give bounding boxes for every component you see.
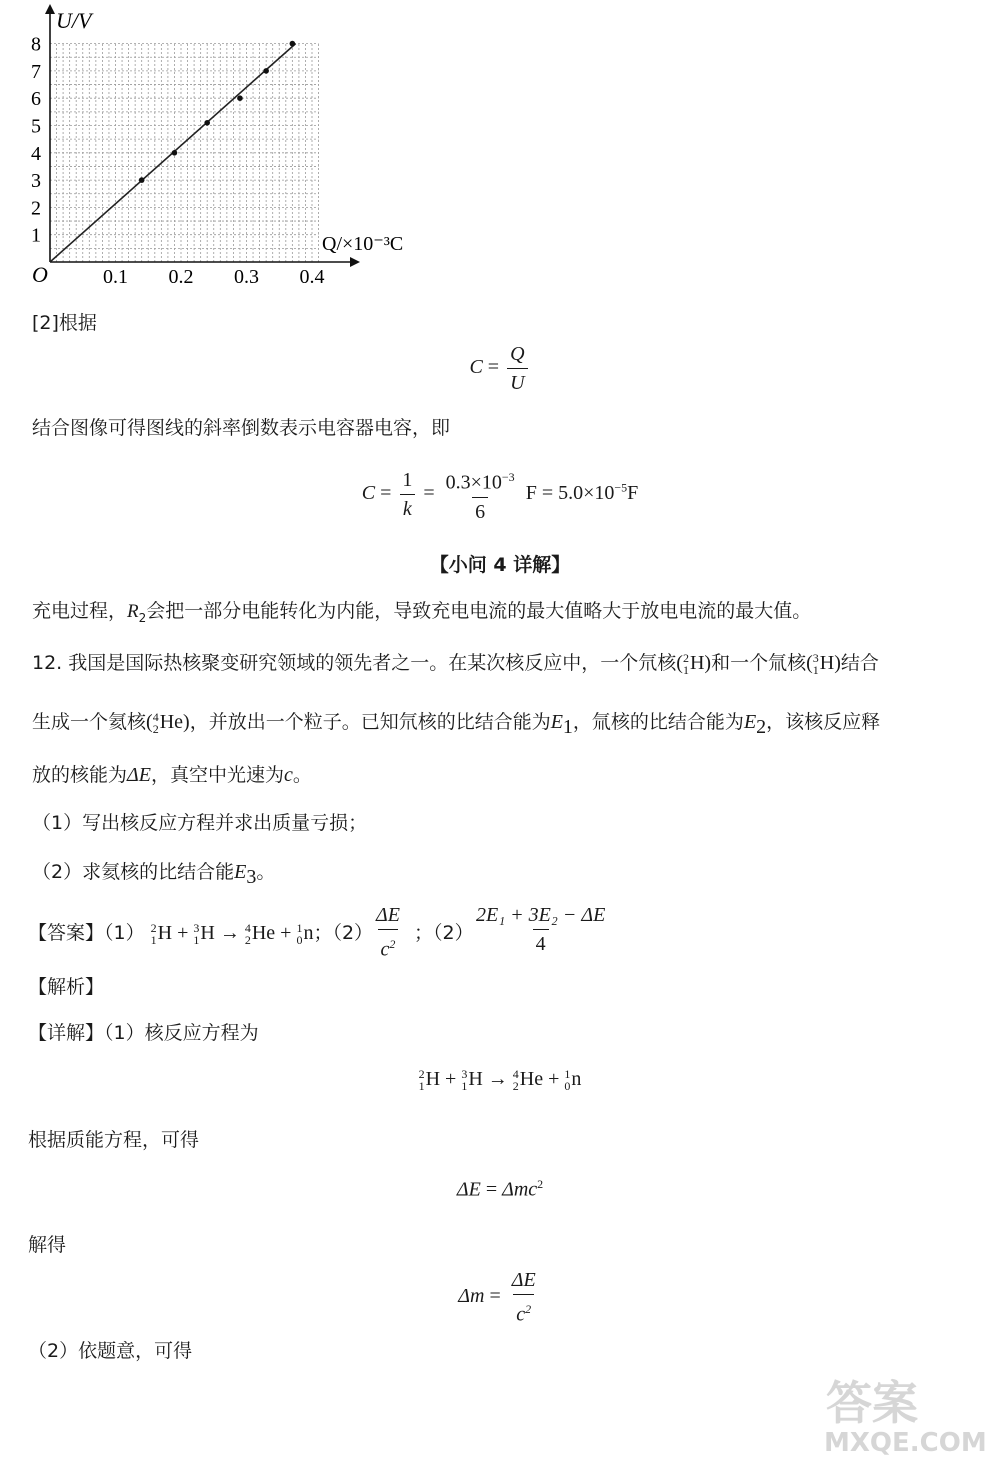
data-point <box>139 177 145 183</box>
answer-line: 【答案】（1） 2 1 H + 3 1 H → 4 2 He + 1 0 n；（2） <box>28 921 374 948</box>
y-axis-arrow <box>45 4 55 14</box>
charge-process-text: 充电过程，$R_2$会把一部分电能转化为内能，导致充电电流的最大值略大于放电电流的最大值。 <box>32 600 812 625</box>
detail-text: 【详解】（1）核反应方程为 <box>28 1022 259 1044</box>
y-tick-label: 7 <box>31 60 41 83</box>
answer-separator: ；（2） <box>414 922 474 944</box>
combine-text: 结合图像可得图线的斜率倒数表示电容器电容，即 <box>32 417 451 439</box>
y-tick-label: 6 <box>31 88 41 111</box>
chart-grid <box>50 44 319 262</box>
sub-heading-q4: 【小问 4 详解】 <box>429 554 571 576</box>
q12-sub2: （2）求氦核的比结合能$E_3$。 <box>32 861 276 888</box>
q12-sub1: （1）写出核反应方程并求出质量亏损； <box>32 812 368 834</box>
x-tick-label: 0.1 <box>103 266 128 288</box>
y-tick-label: 5 <box>31 115 41 138</box>
q12-line1: 12. 我国是国际热核聚变研究领域的领先者之一。在某次核反应中，一个氘核( 2 1 H)和一个氚核( 3 1 H)结合 <box>32 651 879 678</box>
q12-line2: 生成一个氦核( 4 2 He)，并放出一个粒子。已知氘核的比结合能为$E_1$，氚核的比结合能为$E_2$，该核反应释 <box>32 710 881 738</box>
formula-dm: Δm = $\frac{\Delta E}{c^2}$ <box>458 1269 536 1326</box>
part2-text: （2）依题意，可得 <box>28 1340 193 1362</box>
y-axis-label: U/V <box>56 8 92 33</box>
x-tick-label: 0.4 <box>299 266 325 288</box>
data-point <box>204 120 210 126</box>
y-tick-label: 4 <box>31 142 41 165</box>
data-point <box>263 68 269 74</box>
analysis-label: 【解析】 <box>28 976 105 998</box>
y-tick-label: 3 <box>31 170 41 193</box>
chart-tick-labels <box>31 34 325 288</box>
formula-c-q-u: C = $\frac{Q}{U}$ <box>0 342 1000 395</box>
u-q-chart <box>0 0 420 295</box>
x-axis-arrow <box>350 257 360 267</box>
data-point <box>172 150 178 156</box>
x-tick-label: 0.3 <box>234 266 259 288</box>
x-tick-label: 0.2 <box>168 266 194 288</box>
data-point <box>237 95 243 101</box>
answer-frac1: $\frac{\Delta E}{c^2}$ <box>376 904 400 961</box>
formula-de-dmc2: ΔE = Δmc$^2$ <box>456 1177 544 1201</box>
answer-frac2: $\frac{\text{2E₁ + 3E₂ − ΔE}}{4}$ <box>476 904 606 955</box>
step2-text: [2]根据 <box>32 312 97 334</box>
data-point <box>290 41 296 47</box>
watermark-url: MXQE.COM <box>824 1428 987 1458</box>
q12-line3: 放的核能为ΔE，真空中光速为c。 <box>32 764 312 786</box>
y-tick-label: 2 <box>31 197 41 220</box>
origin-label: O <box>32 262 48 287</box>
formula-capacitance: C = $\frac{1}{k}$ = $\frac{0.3\times 10^{-3}}{6}$ $F = 5.0\times 10^{-5}F$ <box>361 468 639 523</box>
reaction-equation: 2 1 H + 3 1 H → 4 2 He + 1 0 n <box>418 1067 582 1094</box>
x-axis-label: Q/×10⁻³C <box>322 233 404 255</box>
y-tick-label: 1 <box>31 224 41 247</box>
mass-energy-text: 根据质能方程，可得 <box>28 1129 200 1151</box>
y-tick-label: 8 <box>31 33 41 56</box>
watermark-logo: 答案 <box>826 1376 918 1430</box>
solve-text: 解得 <box>28 1234 67 1256</box>
